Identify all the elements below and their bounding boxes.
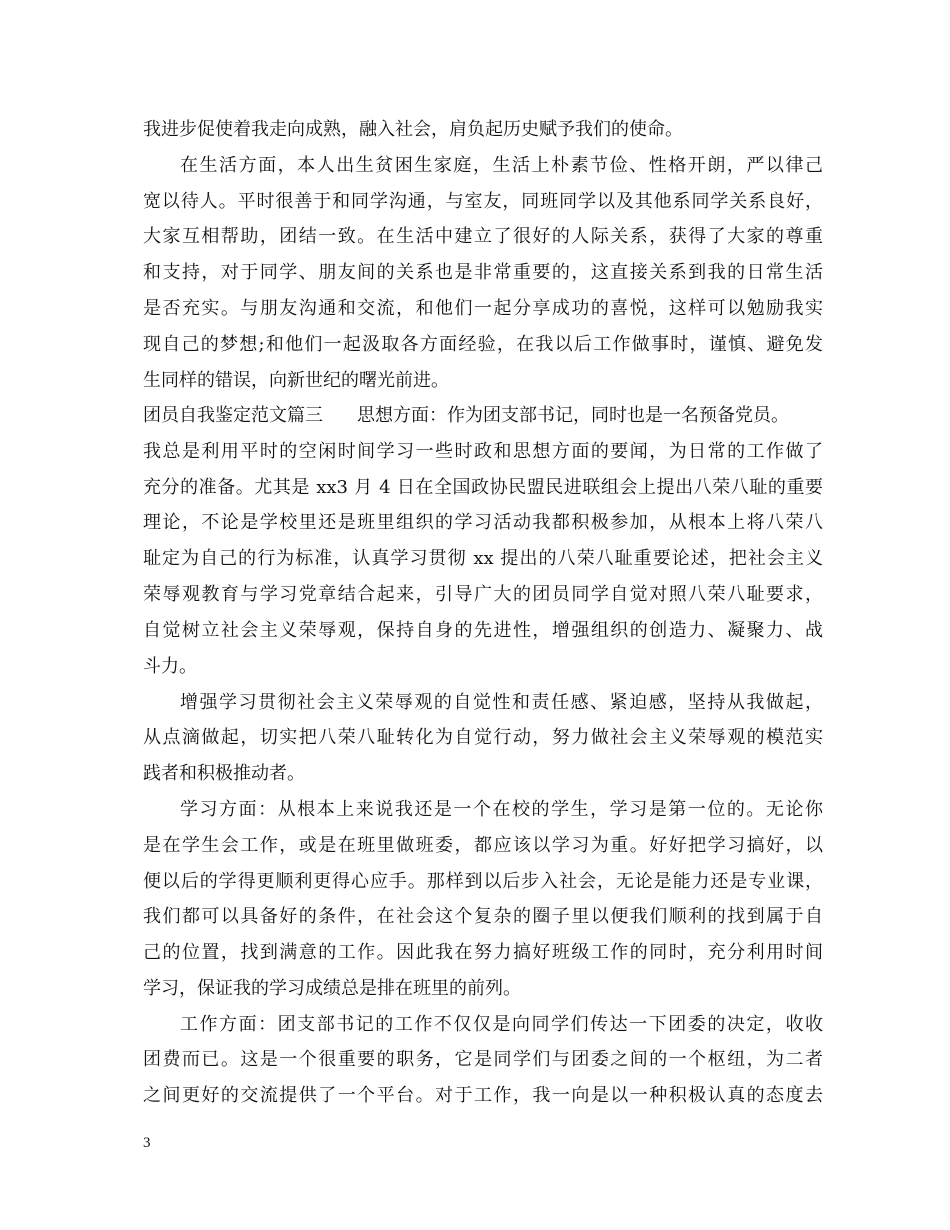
text-line: 充分的准备。尤其是 xx3 月 4 日在全国政协民盟民进联组会上提出八荣八耻的重要 [143,477,823,498]
text-line: 现自己的梦想;和他们一起汲取各方面经验，在我以后工作做事时，谨慎、避免发 [143,334,823,355]
text-line: 我进步促使着我走向成熟，融入社会，肩负起历史赋予我们的使命。 [143,119,683,140]
text-line: 和支持，对于同学、朋友间的关系也是非常重要的，这直接关系到我的日常生活 [143,262,823,283]
section-heading-line [143,399,823,433]
text-line: 践者和积极推动者。 [143,763,305,784]
text-line: 耻定为自己的行为标准，认真学习贯彻 xx 提出的八荣八耻重要论述，把社会主义 [143,548,823,569]
text-line: 便以后的学得更顺利更得心应手。那样到以后步入社会，无论是能力还是专业课， [143,871,823,892]
section-heading-text: 思想方面：作为团支部书记，同时也是一名预备党员。 [357,405,789,426]
page-number: 3 [143,1135,151,1151]
text-line: 理论，不论是学校里还是班里组织的学习活动我都积极参加，从根本上将八荣八 [143,512,823,533]
text-line: 宽以待人。平时很善于和同学沟通，与室友，同班同学以及其他系同学关系良好， [143,191,823,212]
paragraph-start-line: 学习方面：从根本上来说我还是一个在校的学生，学习是第一位的。无论你 [180,799,823,820]
text-line: 己的位置，找到满意的工作。因此我在努力搞好班级工作的同时，充分利用时间 [143,942,823,963]
section-title: 团员自我鉴定范文篇三 [143,405,323,426]
paragraph-start-line: 在生活方面，本人出生贫困生家庭，生活上朴素节俭、性格开朗，严以律己 [180,155,823,176]
text-line: 大家互相帮助，团结一致。在生活中建立了很好的人际关系，获得了大家的尊重 [143,226,823,247]
text-line: 学习，保证我的学习成绩总是排在班里的前列。 [143,978,521,999]
text-line: 团费而已。这是一个很重要的职务，它是同学们与团委之间的一个枢纽，为二者 [143,1049,823,1070]
text-line: 自觉树立社会主义荣辱观，保持自身的先进性，增强组织的创造力、凝聚力、战 [143,620,823,641]
text-line: 从点滴做起，切实把八荣八耻转化为自觉行动，努力做社会主义荣辱观的模范实 [143,727,823,748]
text-line: 荣辱观教育与学习党章结合起来，引导广大的团员同学自觉对照八荣八耻要求， [143,584,823,605]
text-line: 之间更好的交流提供了一个平台。对于工作，我一向是以一种积极认真的态度去 [143,1085,823,1106]
paragraph-start-line: 工作方面：团支部书记的工作不仅仅是向同学们传达一下团委的决定，收收 [180,1014,823,1035]
text-line: 是在学生会工作，或是在班里做班委，都应该以学习为重。好好把学习搞好，以 [143,835,823,856]
paragraph-start-line: 增强学习贯彻社会主义荣辱观的自觉性和责任感、紧迫感，坚持从我做起， [180,692,823,713]
text-line: 我总是利用平时的空闲时间学习一些时政和思想方面的要闻，为日常的工作做了 [143,441,823,462]
text-line: 我们都可以具备好的条件，在社会这个复杂的圈子里以便我们顺利的找到属于自 [143,906,823,927]
text-line: 是否充实。与朋友沟通和交流，和他们一起分享成功的喜悦，这样可以勉励我实 [143,298,823,319]
text-line: 斗力。 [143,656,197,677]
text-line: 生同样的错误，向新世纪的曙光前进。 [143,370,449,391]
